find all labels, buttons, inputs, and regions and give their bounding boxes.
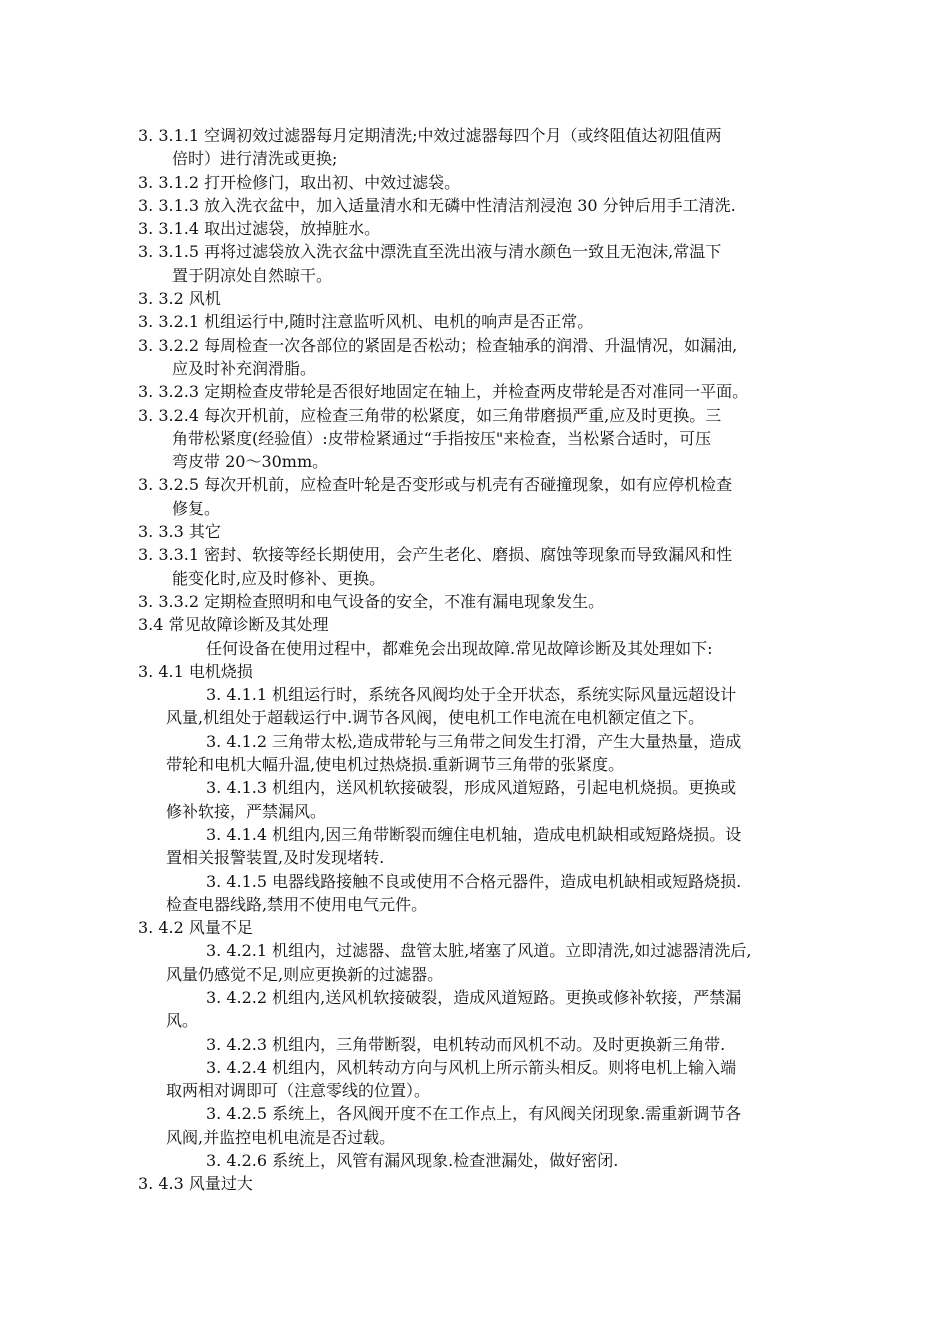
text-line: 3. 4.2.6 系统上，风管有漏风现象.检查泄漏处，做好密闭. bbox=[206, 1151, 619, 1171]
text-line: 3. 3.3 其它 bbox=[138, 522, 221, 542]
text-line: 风阀,并监控电机电流是否过载。 bbox=[166, 1127, 396, 1147]
text-line: 3. 4.2.5 系统上，各风阀开度不在工作点上，有风阀关闭现象.需重新调节各 bbox=[206, 1104, 742, 1124]
text-line: 修补软接，严禁漏风。 bbox=[166, 801, 327, 821]
text-line: 弯皮带 20～30mm。 bbox=[172, 452, 329, 472]
text-line: 3. 4.1.4 机组内,因三角带断裂而缠住电机轴，造成电机缺相或短路烧损。设 bbox=[206, 824, 742, 844]
text-line: 3. 4.2 风量不足 bbox=[138, 918, 253, 938]
text-line: 倍时）进行清洗或更换; bbox=[172, 149, 338, 169]
text-line: 取两相对调即可（注意零线的位置）。 bbox=[166, 1081, 431, 1101]
text-line: 检查电器线路,禁用不使用电气元件。 bbox=[166, 894, 428, 914]
text-line: 3. 4.2.4 机组内，风机转动方向与风机上所示箭头相反。则将电机上输入端 bbox=[206, 1057, 737, 1077]
text-line: 置相关报警装置,及时发现堵转. bbox=[166, 848, 385, 868]
text-line: 3. 3.3.2 定期检查照明和电气设备的安全，不准有漏电现象发生。 bbox=[138, 591, 605, 611]
text-line: 3. 3.2.4 每次开机前，应检查三角带的松紧度，如三角带磨损严重,应及时更换。三 bbox=[138, 405, 722, 425]
text-line: 风。 bbox=[166, 1011, 199, 1031]
text-line: 3. 3.2 风机 bbox=[138, 289, 221, 309]
text-line: 3. 4.1.1 机组运行时，系统各风阀均处于全开状态，系统实际风量远超设计 bbox=[206, 685, 737, 705]
text-line: 3. 3.2.5 每次开机前，应检查叶轮是否变形或与机壳有否碰撞现象，如有应停机检查 bbox=[138, 475, 733, 495]
text-line: 3. 3.2.2 每周检查一次各部位的紧固是否松动；检查轴承的润滑、升温情况，如漏油, bbox=[138, 335, 738, 355]
text-line: 3. 4.2.1 机组内，过滤器、盘管太脏,堵塞了风道。立即清洗,如过滤器清洗后, bbox=[206, 941, 752, 961]
text-line: 3. 3.1.1 空调初效过滤器每月定期清洗;中效过滤器每四个月（或终阻值达初阻值两 bbox=[138, 126, 722, 145]
text-line: 带轮和电机大幅升温,使电机过热烧损.重新调节三角带的张紧度。 bbox=[166, 755, 625, 775]
text-line: 3. 4.3 风量过大 bbox=[138, 1174, 253, 1194]
text-line: 3. 4.1 电机烧损 bbox=[138, 661, 253, 681]
text-line: 能变化时,应及时修补、更换。 bbox=[172, 568, 386, 588]
text-line: 修复。 bbox=[172, 498, 221, 518]
text-line: 3. 3.1.3 放入洗衣盆中，加入适量清水和无磷中性清洁剂浸泡 30 分钟后用手工清洗. bbox=[138, 195, 736, 215]
text-line: 角带松紧度(经验值）:皮带检紧通过“手指按压"来检查，当松紧合适时，可压 bbox=[172, 428, 712, 448]
text-line: 3. 3.2.1 机组运行中,随时注意监听风机、电机的响声是否正常。 bbox=[138, 312, 594, 332]
text-line: 3. 3.2.3 定期检查皮带轮是否很好地固定在轴上，并检查两皮带轮是否对准同一平面。 bbox=[138, 382, 749, 402]
text-line: 3. 3.3.1 密封、软接等经长期使用，会产生老化、磨损、腐蚀等现象而导致漏风和性 bbox=[138, 545, 733, 565]
text-line: 应及时补充润滑脂。 bbox=[172, 358, 317, 378]
text-line: 3. 3.1.2 打开检修门，取出初、中效过滤袋。 bbox=[138, 172, 461, 192]
text-line: 3. 3.1.4 取出过滤袋，放掉脏水。 bbox=[138, 219, 381, 239]
text-line: 风量仍感觉不足,则应更换新的过滤器。 bbox=[166, 964, 444, 984]
text-line: 置于阴凉处自然晾干。 bbox=[172, 265, 333, 285]
text-line: 任何设备在使用过程中，都难免会出现故障.常见故障诊断及其处理如下: bbox=[206, 638, 713, 658]
document-body bbox=[138, 124, 850, 1196]
text-line: 3. 4.1.2 三角带太松,造成带轮与三角带之间发生打滑，产生大量热量，造成 bbox=[206, 731, 742, 751]
text-line: 3. 4.2.3 机组内，三角带断裂，电机转动而风机不动。及时更换新三角带. bbox=[206, 1034, 726, 1054]
text-line: 3. 3.1.5 再将过滤袋放入洗衣盆中漂洗直至洗出液与清水颜色一致且无泡沫,常温下 bbox=[138, 242, 722, 262]
text-line: 3. 4.1.3 机组内，送风机软接破裂，形成风道短路，引起电机烧损。更换或 bbox=[206, 778, 737, 798]
text-line: 3.4 常见故障诊断及其处理 bbox=[138, 615, 329, 635]
text-line: 3. 4.1.5 电器线路接触不良或使用不合格元器件，造成电机缺相或短路烧损. bbox=[206, 871, 742, 891]
text-line: 3. 4.2.2 机组内,送风机软接破裂，造成风道短路。更换或修补软接，严禁漏 bbox=[206, 987, 742, 1007]
text-line: 风量,机组处于超载运行中.调节各风阀，使电机工作电流在电机额定值之下。 bbox=[166, 708, 705, 728]
